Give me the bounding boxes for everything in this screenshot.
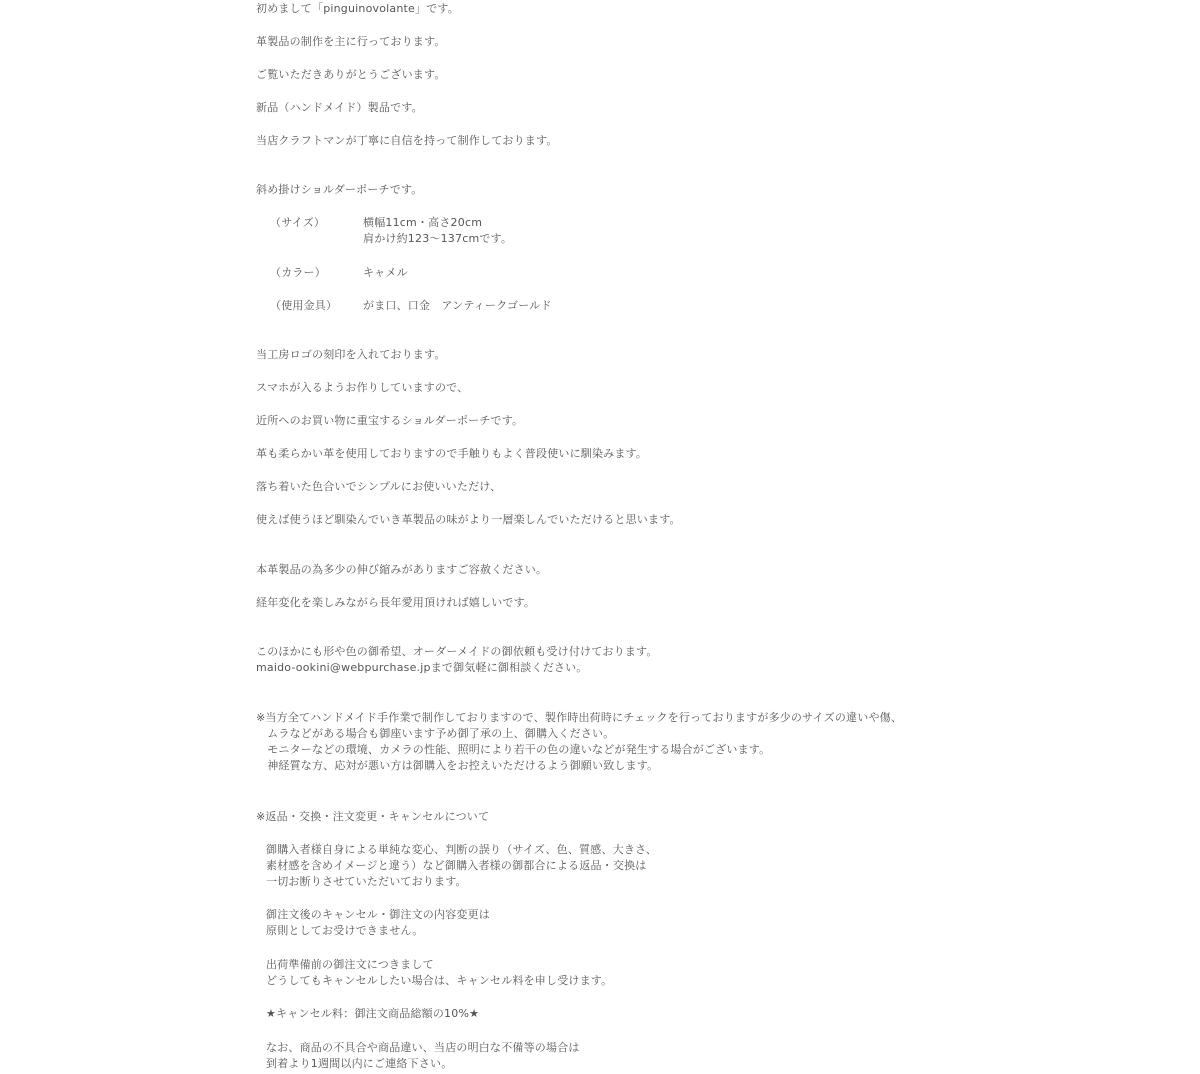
returns-line: なお、商品の不具合や商品違い、当店の明白な不備等の場合は [266, 1041, 580, 1054]
order-contact-line: maido-ookini@webpurchase.jpまで御気軽に御相談ください。 [256, 661, 588, 674]
notice-line: モニターなどの環境、カメラの性能、照明により若干の色の違いなどが発生する場合がございます。 [256, 743, 771, 756]
spec-value-hardware: がま口、口金 アンティークゴールド [363, 299, 552, 312]
description-line: 近所へのお買い物に重宝するショルダーポーチです。 [256, 414, 524, 427]
intro-line: 当店クラフトマンが丁寧に自信を持って制作しております。 [256, 134, 558, 147]
spec-value-size: 横幅11cm・高さ20cm [363, 216, 483, 229]
spec-value-strap: 肩かけ約123～137cmです。 [363, 232, 513, 245]
intro-line: 革製品の制作を主に行っております。 [256, 35, 446, 48]
notice-line: ムラなどがある場合も御座います予め御了承の上、御購入ください。 [256, 727, 615, 740]
spec-value-color: キャメル [363, 266, 408, 279]
returns-line: 御注文後のキャンセル・御注文の内容変更は [266, 908, 490, 921]
returns-line: 出荷準備前の御注文につきまして [266, 958, 434, 971]
returns-line: 一切お断りさせていただいております。 [266, 875, 467, 888]
care-line: 経年変化を楽しみながら長年愛用頂ければ嬉しいです。 [256, 596, 536, 609]
returns-line: 原則としてお受けできません。 [266, 924, 424, 937]
product-headline: 斜め掛けショルダーポーチです。 [256, 183, 423, 196]
returns-heading: ※返品・交換・注文変更・キャンセルについて [256, 810, 490, 823]
order-line: このほかにも形や色の御希望、オーダーメイドの御依頼も受け付けております。 [256, 645, 658, 658]
description-line: 当工房ロゴの刻印を入れております。 [256, 348, 446, 361]
returns-line: 御購入者様自身による単純な変心、判断の誤り（サイズ、色、質感、大きさ、 [266, 843, 658, 856]
intro-line: 新品（ハンドメイド）製品です。 [256, 101, 423, 114]
description-line: 使えば使うほど馴染んでいき革製品の味がより一層楽しんでいただけると思います。 [256, 513, 681, 526]
care-line: 本革製品の為多少の伸び縮みがありますご容赦ください。 [256, 563, 548, 576]
description-line: スマホが入るようお作りしていますので、 [256, 381, 469, 394]
spec-label-hardware: （使用金具） [270, 299, 338, 312]
returns-line: 素材感を含めイメージと違う）など御購入者様の御都合による返品・交換は [266, 859, 647, 872]
notice-line: 神経質な方、応対が悪い方は御購入をお控えいただけるよう御願い致します。 [256, 759, 659, 772]
description-line: 革も柔らかい革を使用しておりますので手触りもよく普段使いに馴染みます。 [256, 447, 648, 460]
returns-line: 到着より1週間以内にご連絡下さい。 [266, 1057, 453, 1070]
description-line: 落ち着いた色合いでシンプルにお使いいただけ、 [256, 480, 502, 493]
intro-line: ご覧いただきありがとうございます。 [256, 68, 446, 81]
notice-line: ※当方全てハンドメイド手作業で制作しておりますので、製作時出荷時にチェックを行っておりますが多少のサイズの違いや傷、 [256, 711, 903, 724]
intro-line: 初めまして「pinguinovolante」です。 [256, 2, 459, 15]
cancel-fee-line: ★キャンセル料：御注文商品総額の10%★ [266, 1007, 480, 1020]
returns-line: どうしてもキャンセルしたい場合は、キャンセル料を申し受けます。 [266, 974, 613, 987]
spec-label-color: （カラー） [270, 266, 326, 279]
spec-label-size: （サイズ） [270, 216, 326, 229]
